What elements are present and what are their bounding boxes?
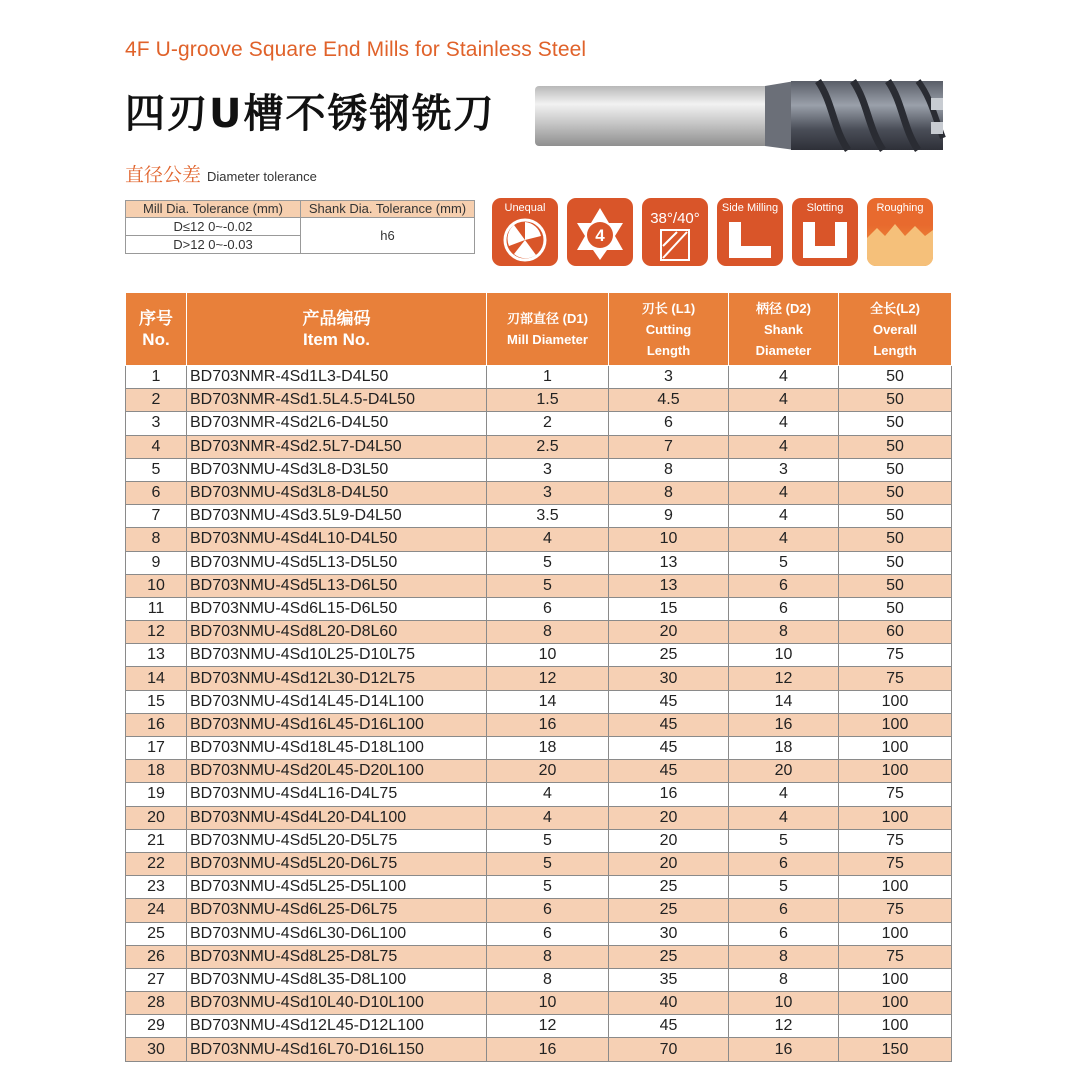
cell-mill-diameter: 16: [487, 1038, 609, 1061]
cell-mill-diameter: 3: [487, 481, 609, 504]
cell-item-code: BD703NMU-4Sd3.5L9-D4L50: [187, 505, 487, 528]
cell-mill-diameter: 3: [487, 458, 609, 481]
cell-no: 30: [126, 1038, 187, 1061]
cell-shank-diameter: 5: [729, 829, 839, 852]
header-l1-line2: Cutting: [645, 321, 692, 337]
tolerance-heading-cn: 直径公差: [125, 164, 202, 186]
cell-item-code: BD703NMU-4Sd6L30-D6L100: [187, 922, 487, 945]
cell-overall-length: 50: [839, 574, 952, 597]
table-row: [126, 1015, 952, 1038]
cell-item-code: BD703NMU-4Sd12L45-D12L100: [187, 1015, 487, 1038]
cell-shank-diameter: 4: [729, 528, 839, 551]
four-flute-icon: [567, 198, 633, 266]
cell-overall-length: 100: [839, 737, 952, 760]
cell-no: 24: [126, 899, 187, 922]
header-l2-line1: 全长(L2): [870, 300, 920, 316]
cell-no: 7: [126, 505, 187, 528]
table-row: [126, 992, 952, 1015]
side-milling-icon: [717, 198, 783, 266]
cell-no: 12: [126, 621, 187, 644]
header-d1: [487, 293, 609, 366]
cell-no: 15: [126, 690, 187, 713]
cell-overall-length: 50: [839, 458, 952, 481]
cell-overall-length: 50: [839, 481, 952, 504]
table-row: [126, 481, 952, 504]
cell-overall-length: 100: [839, 876, 952, 899]
header-l1-line1: 刃长 (L1): [641, 300, 696, 316]
cell-shank-diameter: 4: [729, 481, 839, 504]
cell-mill-diameter: 8: [487, 968, 609, 991]
cell-overall-length: 100: [839, 713, 952, 736]
table-row: [126, 1038, 952, 1061]
cell-cutting-length: 45: [609, 737, 729, 760]
cell-no: 8: [126, 528, 187, 551]
cell-item-code: BD703NMU-4Sd6L25-D6L75: [187, 899, 487, 922]
cell-cutting-length: 25: [609, 876, 729, 899]
cell-cutting-length: 15: [609, 597, 729, 620]
cell-mill-diameter: 1.5: [487, 389, 609, 412]
cell-overall-length: 100: [839, 1015, 952, 1038]
table-row: [126, 760, 952, 783]
cell-shank-diameter: 4: [729, 366, 839, 389]
header-d2-line3: Diameter: [755, 342, 812, 358]
feature-icons: [492, 198, 933, 266]
cell-mill-diameter: 1: [487, 366, 609, 389]
cell-shank-diameter: 6: [729, 597, 839, 620]
cell-mill-diameter: 8: [487, 945, 609, 968]
cell-item-code: BD703NMU-4Sd12L30-D12L75: [187, 667, 487, 690]
cell-cutting-length: 8: [609, 481, 729, 504]
table-row: [126, 412, 952, 435]
cell-item-code: BD703NMU-4Sd3L8-D3L50: [187, 458, 487, 481]
cell-no: 29: [126, 1015, 187, 1038]
cell-cutting-length: 45: [609, 690, 729, 713]
cell-overall-length: 75: [839, 945, 952, 968]
header-no-en: No.: [142, 330, 170, 349]
cell-overall-length: 150: [839, 1038, 952, 1061]
cell-overall-length: 50: [839, 435, 952, 458]
cell-overall-length: 100: [839, 922, 952, 945]
cell-shank-diameter: 6: [729, 899, 839, 922]
table-row: [126, 968, 952, 991]
table-row: [126, 551, 952, 574]
cell-no: 11: [126, 597, 187, 620]
tolerance-heading: [125, 160, 317, 187]
header-item-en: Item No.: [302, 330, 371, 349]
cell-mill-diameter: 12: [487, 1015, 609, 1038]
roughing-label: Roughing: [876, 202, 924, 214]
cell-no: 4: [126, 435, 187, 458]
cell-item-code: BD703NMU-4Sd4L16-D4L75: [187, 783, 487, 806]
cell-item-code: BD703NMR-4Sd1.5L4.5-D4L50: [187, 389, 487, 412]
cell-overall-length: 75: [839, 667, 952, 690]
roughing-icon: [867, 198, 933, 266]
header-d1-line1: 刃部直径 (D1): [507, 311, 588, 326]
cell-cutting-length: 45: [609, 713, 729, 736]
cell-shank-diameter: 16: [729, 1038, 839, 1061]
cell-no: 22: [126, 852, 187, 875]
mill-tolerance-row1: D≤12 0~-0.02: [126, 218, 301, 236]
cell-no: 3: [126, 412, 187, 435]
cell-overall-length: 100: [839, 690, 952, 713]
cell-shank-diameter: 6: [729, 852, 839, 875]
cell-no: 10: [126, 574, 187, 597]
cell-mill-diameter: 4: [487, 783, 609, 806]
cell-cutting-length: 45: [609, 1015, 729, 1038]
flute-count: 4: [595, 226, 605, 245]
cell-cutting-length: 13: [609, 574, 729, 597]
cell-overall-length: 50: [839, 505, 952, 528]
cell-cutting-length: 25: [609, 899, 729, 922]
cell-shank-diameter: 5: [729, 876, 839, 899]
side-milling-label: Side Milling: [721, 202, 779, 214]
header-l1-line3: Length: [646, 342, 691, 358]
cell-item-code: BD703NMU-4Sd5L25-D5L100: [187, 876, 487, 899]
cell-item-code: BD703NMR-4Sd2L6-D4L50: [187, 412, 487, 435]
cell-no: 28: [126, 992, 187, 1015]
cell-mill-diameter: 5: [487, 852, 609, 875]
cell-item-code: BD703NMU-4Sd14L45-D14L100: [187, 690, 487, 713]
chinese-title: 四刃U槽不锈钢铣刀: [125, 91, 496, 137]
cell-item-code: BD703NMU-4Sd5L13-D5L50: [187, 551, 487, 574]
cell-no: 17: [126, 737, 187, 760]
table-row: [126, 528, 952, 551]
cell-mill-diameter: 18: [487, 737, 609, 760]
cell-cutting-length: 20: [609, 852, 729, 875]
cell-shank-diameter: 3: [729, 458, 839, 481]
table-body: [126, 366, 952, 1062]
cell-mill-diameter: 12: [487, 667, 609, 690]
slotting-icon: [792, 198, 858, 266]
cell-shank-diameter: 12: [729, 667, 839, 690]
table-row: [126, 644, 952, 667]
table-row: [126, 690, 952, 713]
table-row: [126, 389, 952, 412]
cell-cutting-length: 3: [609, 366, 729, 389]
cell-overall-length: 100: [839, 992, 952, 1015]
table-row: [126, 366, 952, 389]
table-row: [126, 806, 952, 829]
cell-mill-diameter: 10: [487, 992, 609, 1015]
cell-cutting-length: 7: [609, 435, 729, 458]
table-row: [126, 876, 952, 899]
table-row: [126, 945, 952, 968]
cell-cutting-length: 20: [609, 621, 729, 644]
cell-item-code: BD703NMU-4Sd6L15-D6L50: [187, 597, 487, 620]
cell-item-code: BD703NMU-4Sd5L13-D6L50: [187, 574, 487, 597]
cell-shank-diameter: 8: [729, 945, 839, 968]
shank-tolerance-header: Shank Dia. Tolerance (mm): [301, 201, 475, 218]
cell-no: 18: [126, 760, 187, 783]
cell-no: 16: [126, 713, 187, 736]
cell-cutting-length: 45: [609, 760, 729, 783]
cell-cutting-length: 40: [609, 992, 729, 1015]
cell-mill-diameter: 2.5: [487, 435, 609, 458]
cell-item-code: BD703NMU-4Sd18L45-D18L100: [187, 737, 487, 760]
header-no: [126, 293, 187, 366]
cell-mill-diameter: 4: [487, 806, 609, 829]
header-l1: [609, 293, 729, 366]
cell-no: 27: [126, 968, 187, 991]
cell-mill-diameter: 6: [487, 899, 609, 922]
cell-no: 21: [126, 829, 187, 852]
cell-mill-diameter: 6: [487, 922, 609, 945]
cell-cutting-length: 70: [609, 1038, 729, 1061]
mill-tolerance-row2: D>12 0~-0.03: [126, 236, 301, 254]
cell-shank-diameter: 5: [729, 551, 839, 574]
cell-item-code: BD703NMU-4Sd16L70-D16L150: [187, 1038, 487, 1061]
cell-mill-diameter: 4: [487, 528, 609, 551]
table-row: [126, 737, 952, 760]
cell-mill-diameter: 20: [487, 760, 609, 783]
cell-cutting-length: 13: [609, 551, 729, 574]
cell-item-code: BD703NMR-4Sd2.5L7-D4L50: [187, 435, 487, 458]
end-mill-image: [533, 78, 948, 152]
cell-item-code: BD703NMU-4Sd8L20-D8L60: [187, 621, 487, 644]
cell-cutting-length: 30: [609, 667, 729, 690]
cell-item-code: BD703NMU-4Sd4L10-D4L50: [187, 528, 487, 551]
header-no-cn: 序号: [139, 309, 173, 328]
cell-no: 1: [126, 366, 187, 389]
cell-cutting-length: 9: [609, 505, 729, 528]
cell-no: 6: [126, 481, 187, 504]
cell-mill-diameter: 14: [487, 690, 609, 713]
table-row: [126, 667, 952, 690]
cell-overall-length: 50: [839, 597, 952, 620]
flute-cross-icon: [567, 198, 633, 266]
cell-cutting-length: 10: [609, 528, 729, 551]
cell-shank-diameter: 20: [729, 760, 839, 783]
cell-no: 2: [126, 389, 187, 412]
cell-no: 9: [126, 551, 187, 574]
cell-item-code: BD703NMU-4Sd4L20-D4L100: [187, 806, 487, 829]
tolerance-heading-en: Diameter tolerance: [207, 169, 317, 184]
cell-item-code: BD703NMU-4Sd20L45-D20L100: [187, 760, 487, 783]
cell-item-code: BD703NMU-4Sd5L20-D5L75: [187, 829, 487, 852]
header-l2: [839, 293, 952, 366]
cell-item-code: BD703NMU-4Sd3L8-D4L50: [187, 481, 487, 504]
cell-mill-diameter: 5: [487, 829, 609, 852]
slotting-label: Slotting: [806, 202, 844, 214]
table-row: [126, 829, 952, 852]
cell-overall-length: 75: [839, 852, 952, 875]
helix-angle-icon: [642, 198, 708, 266]
cell-mill-diameter: 5: [487, 551, 609, 574]
cell-shank-diameter: 4: [729, 505, 839, 528]
mill-tolerance-header: Mill Dia. Tolerance (mm): [126, 201, 301, 218]
table-row: [126, 435, 952, 458]
cell-shank-diameter: 8: [729, 621, 839, 644]
header-d2-line2: Shank: [763, 321, 803, 337]
cell-shank-diameter: 18: [729, 737, 839, 760]
cell-overall-length: 75: [839, 644, 952, 667]
header-item-cn: 产品编码: [302, 309, 371, 328]
cell-overall-length: 100: [839, 806, 952, 829]
cell-shank-diameter: 12: [729, 1015, 839, 1038]
unequal-label: Unequal: [504, 202, 546, 214]
cell-cutting-length: 30: [609, 922, 729, 945]
cell-mill-diameter: 10: [487, 644, 609, 667]
cell-mill-diameter: 5: [487, 876, 609, 899]
cell-overall-length: 75: [839, 899, 952, 922]
cell-shank-diameter: 4: [729, 783, 839, 806]
cell-cutting-length: 6: [609, 412, 729, 435]
cell-mill-diameter: 8: [487, 621, 609, 644]
cell-cutting-length: 20: [609, 806, 729, 829]
cell-mill-diameter: 5: [487, 574, 609, 597]
cell-overall-length: 50: [839, 551, 952, 574]
cell-shank-diameter: 4: [729, 435, 839, 458]
cell-no: 26: [126, 945, 187, 968]
cell-item-code: BD703NMU-4Sd8L35-D8L100: [187, 968, 487, 991]
helix-icon: [642, 198, 708, 266]
cell-item-code: BD703NMU-4Sd8L25-D8L75: [187, 945, 487, 968]
table-row: [126, 574, 952, 597]
cell-mill-diameter: 2: [487, 412, 609, 435]
cell-no: 23: [126, 876, 187, 899]
cell-shank-diameter: 4: [729, 806, 839, 829]
header-l2-line3: Length: [873, 342, 917, 358]
cell-overall-length: 50: [839, 389, 952, 412]
cell-mill-diameter: 6: [487, 597, 609, 620]
cell-overall-length: 75: [839, 783, 952, 806]
english-title: 4F U-groove Square End Mills for Stainless Steel: [125, 38, 587, 61]
header-d2-line1: 柄径 (D2): [756, 300, 811, 316]
cell-item-code: BD703NMU-4Sd16L45-D16L100: [187, 713, 487, 736]
cell-no: 14: [126, 667, 187, 690]
cell-cutting-length: 20: [609, 829, 729, 852]
cell-overall-length: 75: [839, 829, 952, 852]
header-item: [187, 293, 487, 366]
cell-overall-length: 50: [839, 366, 952, 389]
unequal-icon: [492, 198, 558, 266]
table-row: [126, 597, 952, 620]
cell-cutting-length: 8: [609, 458, 729, 481]
cell-overall-length: 100: [839, 760, 952, 783]
table-row: [126, 783, 952, 806]
product-table: [125, 292, 952, 1062]
header-d2: [729, 293, 839, 366]
cell-shank-diameter: 8: [729, 968, 839, 991]
cell-item-code: BD703NMU-4Sd10L40-D10L100: [187, 992, 487, 1015]
cell-cutting-length: 16: [609, 783, 729, 806]
cell-cutting-length: 4.5: [609, 389, 729, 412]
cell-cutting-length: 35: [609, 968, 729, 991]
cell-shank-diameter: 4: [729, 412, 839, 435]
shank-tolerance-value: h6: [301, 218, 475, 254]
cell-overall-length: 100: [839, 968, 952, 991]
tolerance-table: [125, 200, 475, 254]
cell-shank-diameter: 10: [729, 644, 839, 667]
cell-shank-diameter: 6: [729, 574, 839, 597]
cell-cutting-length: 25: [609, 945, 729, 968]
cell-no: 19: [126, 783, 187, 806]
header-l2-line2: Overall: [872, 321, 918, 337]
table-row: [126, 505, 952, 528]
cell-no: 25: [126, 922, 187, 945]
table-row: [126, 713, 952, 736]
cell-shank-diameter: 4: [729, 389, 839, 412]
cell-item-code: BD703NMU-4Sd5L20-D6L75: [187, 852, 487, 875]
cell-no: 13: [126, 644, 187, 667]
cell-item-code: BD703NMU-4Sd10L25-D10L75: [187, 644, 487, 667]
cell-overall-length: 60: [839, 621, 952, 644]
table-header-row: [126, 293, 952, 366]
table-row: [126, 458, 952, 481]
helix-angle-label: 38°/40°: [650, 210, 700, 227]
cell-shank-diameter: 16: [729, 713, 839, 736]
table-row: [126, 899, 952, 922]
table-row: [126, 852, 952, 875]
cell-no: 20: [126, 806, 187, 829]
cell-shank-diameter: 10: [729, 992, 839, 1015]
cell-item-code: BD703NMR-4Sd1L3-D4L50: [187, 366, 487, 389]
cell-shank-diameter: 6: [729, 922, 839, 945]
table-row: [126, 922, 952, 945]
cell-cutting-length: 25: [609, 644, 729, 667]
header-d1-line2: Mill Diameter: [507, 332, 588, 347]
cell-shank-diameter: 14: [729, 690, 839, 713]
cell-no: 5: [126, 458, 187, 481]
cell-overall-length: 50: [839, 412, 952, 435]
table-row: [126, 621, 952, 644]
cell-overall-length: 50: [839, 528, 952, 551]
cell-mill-diameter: 16: [487, 713, 609, 736]
cell-mill-diameter: 3.5: [487, 505, 609, 528]
